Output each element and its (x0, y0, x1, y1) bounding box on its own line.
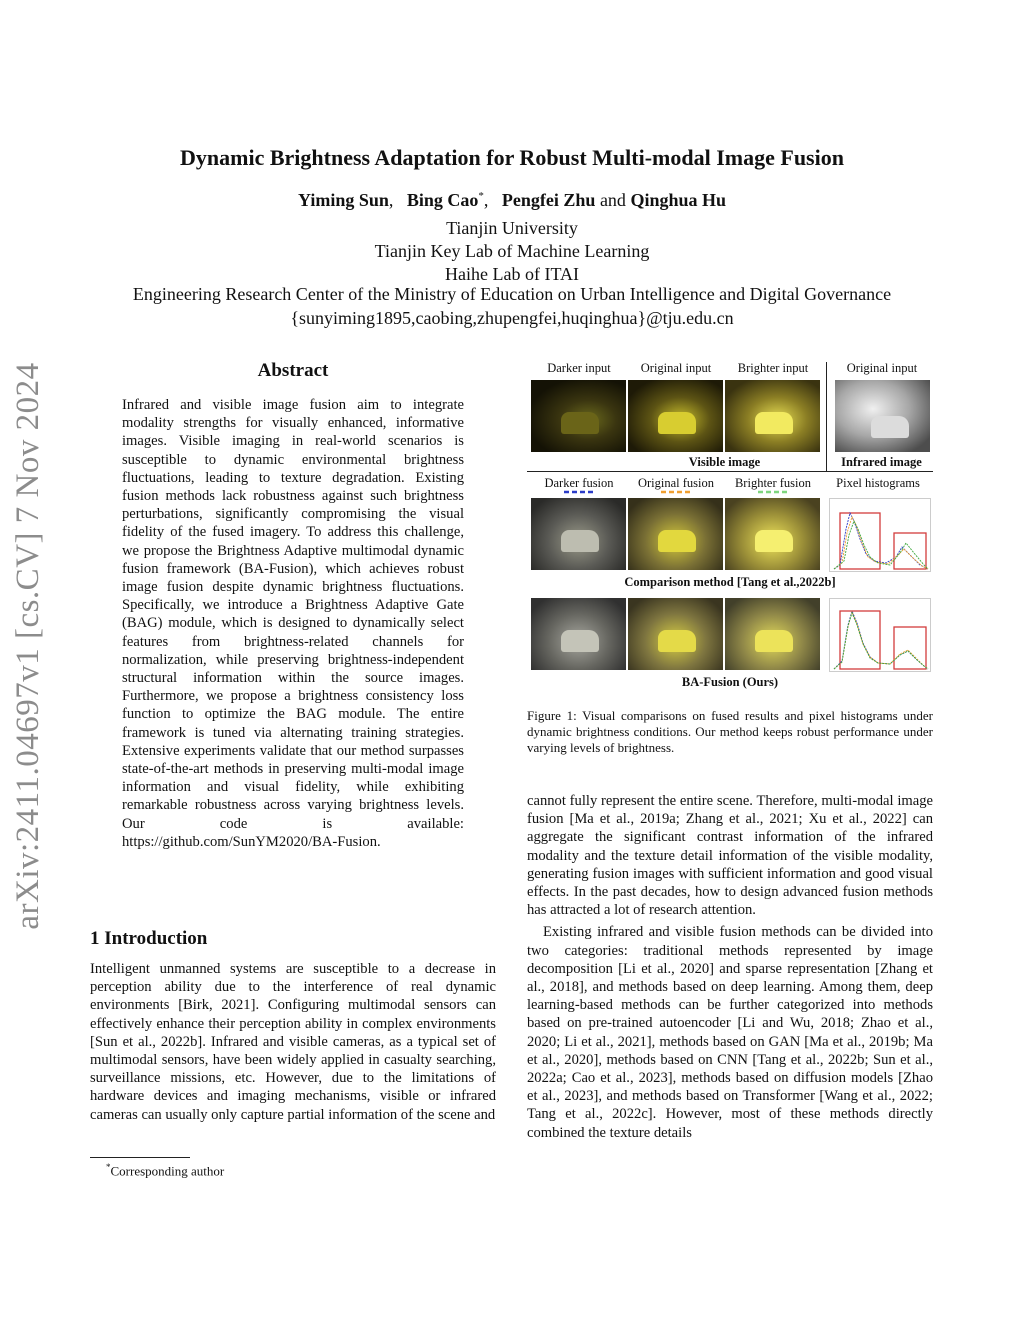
ours-original-fusion (628, 598, 723, 670)
figure-divider (826, 362, 827, 472)
ours-method-label: BA-Fusion (Ours) (681, 675, 779, 689)
infrared-image-label: Infrared image (841, 455, 922, 469)
affiliation: Haihe Lab of ITAI (445, 264, 579, 284)
histogram-curve-original (834, 612, 928, 669)
infrared-input-image (835, 380, 930, 452)
author-name: Qinghua Hu (630, 190, 726, 210)
darker-input-image (531, 380, 626, 452)
author-list: Yiming Sun, Bing Cao*, Pengfei Zhu and Qinghua Hu (298, 190, 726, 210)
arxiv-identifier: arXiv:2411.04697v1 [cs.CV] 7 Nov 2024 (10, 362, 46, 930)
original-input-image (628, 380, 723, 452)
histogram-highlight-box (894, 627, 926, 669)
comparison-darker-fusion (531, 498, 626, 570)
comparison-brighter-fusion (725, 498, 820, 570)
affiliation: Tianjin University (446, 218, 578, 238)
figure-1 (527, 356, 933, 694)
footnote-text: Corresponding author (110, 1163, 225, 1179)
section-heading: 1 Introduction (90, 928, 208, 949)
visible-image-label: Visible image (688, 455, 761, 469)
author-name: Bing Cao (406, 190, 479, 210)
legend-dashes (527, 489, 827, 495)
affiliation: Tianjin Key Lab of Machine Learning (374, 241, 650, 261)
histogram-curve-darker (834, 611, 928, 669)
abstract-text: Infrared and visible image fusion aim to integrate modality strengths for visually enhanced, informative images. Visible imaging in real-world scenarios is susceptible to dynamic environmental brightness fluctuations, leading to texture degradation. Existing fusion methods lack robustness against such brightness perturbations, significantly compromising the visual fidelity of the fused imagery. To address this challenge, we propose the Brightness Adaptive multimodal dynamic fusion framework (BA-Fusion), which achieves robust image fusion despite dynamic brightness fluctuations. Specifically, we introduce a Brightness Adaptive Gate (BAG) module, which is designed to dynamically select features from brightness-related channels for normalization, while preserving brightness-independent structural information within the source images. Furthermore, we propose a brightness consistency loss function to optimize the BAG module. The entire framework is tuned via alternating training strategies. Extensive experiments validate that our method surpasses state-of-the-art methods in preserving multi-modal image information and visual fidelity, while exhibiting remarkable robustness across varying brightness levels. Our code is available: https://github.com/SunYM2020/BA-Fusion. (122, 397, 464, 850)
contact-emails: {sunyiming1895,caobing,zhupengfei,huqinghua}@tju.edu.cn (290, 308, 734, 328)
footnote-rule (90, 1157, 190, 1158)
histogram-curve-brighter (834, 613, 928, 669)
author-conjunction: and (599, 190, 626, 210)
paragraph: cannot fully represent the entire scene. Therefore, multi-modal image fusion [Ma et al., 2019a; Zhang et al., 2021; Xu et al., 2022] can aggregate the significant contrast information of the infrared modality and the texture detail information of the visible modality, generating fusion images with sufficient information and good visual effects. In the past decades, how to design advanced fusion methods has attracted a lot of research attention. (527, 793, 933, 919)
figure-label: Darker input (547, 361, 611, 375)
introduction-text: Intelligent unmanned systems are susceptible to a decrease in perception ability due to the interference of real dynamic environments [Birk, 2021]. Configuring multimodal sensors can effectively enhance their perception ability in complex environments [Sun et al., 2022b]. Infrared and visible cameras, as a typical set of multimodal sensors, have been widely applied in casualty searching, surveillance missions, etc. However, due to the limitations of hardware devices and imaging mechanisms, visible or infrared cameras can usually only capture partial information of the scene and (90, 961, 496, 1123)
figure-label: Original input (640, 361, 712, 375)
comparison-method-label: Comparison method [Tang et al.,2022b] (624, 575, 836, 589)
brighter-input-image (725, 380, 820, 452)
ours-darker-fusion (531, 598, 626, 670)
comparison-histogram (829, 498, 931, 572)
ours-brighter-fusion (725, 598, 820, 670)
histogram-highlight-box (894, 533, 926, 569)
figure-label: Darker fusion (544, 476, 614, 490)
author-name: Pengfei Zhu (501, 190, 596, 210)
affiliation: Engineering Research Center of the Ministry of Education on Urban Intelligence and Digital Governance (132, 284, 892, 304)
corresponding-mark: * (478, 190, 484, 202)
ours-histogram (829, 598, 931, 672)
figure-caption: Figure 1: Visual comparisons on fused results and pixel histograms under dynamic brightness conditions. Our method keeps robust performance under varying levels of brightness. (527, 708, 933, 755)
right-column-text (527, 792, 933, 1142)
comparison-original-fusion (628, 498, 723, 570)
abstract-heading: Abstract (257, 360, 329, 381)
paper-title: Dynamic Brightness Adaptation for Robust Multi-modal Image Fusion (180, 145, 844, 170)
figure-separator (527, 471, 933, 472)
paragraph: Existing infrared and visible fusion methods can be divided into two categories: traditional methods represented by image decomposition [Li et al., 2020] and sparse representation [Zhang et al., 2018], and methods based on deep learning. Among them, deep learning-based methods can be further categorized into methods based on pre-trained autoencoder [Li and Wu, 2018; Zhao et al., 2020; Li et al., 2021], methods based on GAN [Ma et al., 2019b; Ma et al., 2020], methods based on CNN [Tang et al., 2022b; Sun et al., 2022a; Cao et al., 2023], methods based on diffusion models [Zhao et al., 2023], and methods based on Transformer [Wang et al., 2022; Tang et al., 2022c]. However, most of these methods directly combined the texture details (527, 924, 933, 1141)
figure-label: Brighter input (737, 361, 809, 375)
footnote-mark: * (106, 1162, 111, 1172)
figure-label: Brighter fusion (734, 476, 812, 490)
figure-label: Pixel histograms (836, 476, 920, 490)
figure-label: Original input (846, 361, 918, 375)
histogram-curve-original (834, 517, 928, 569)
author-name: Yiming Sun (298, 190, 389, 210)
footnote (106, 1162, 224, 1179)
abstract-section (90, 360, 496, 851)
figure-label: Original fusion (637, 476, 715, 490)
